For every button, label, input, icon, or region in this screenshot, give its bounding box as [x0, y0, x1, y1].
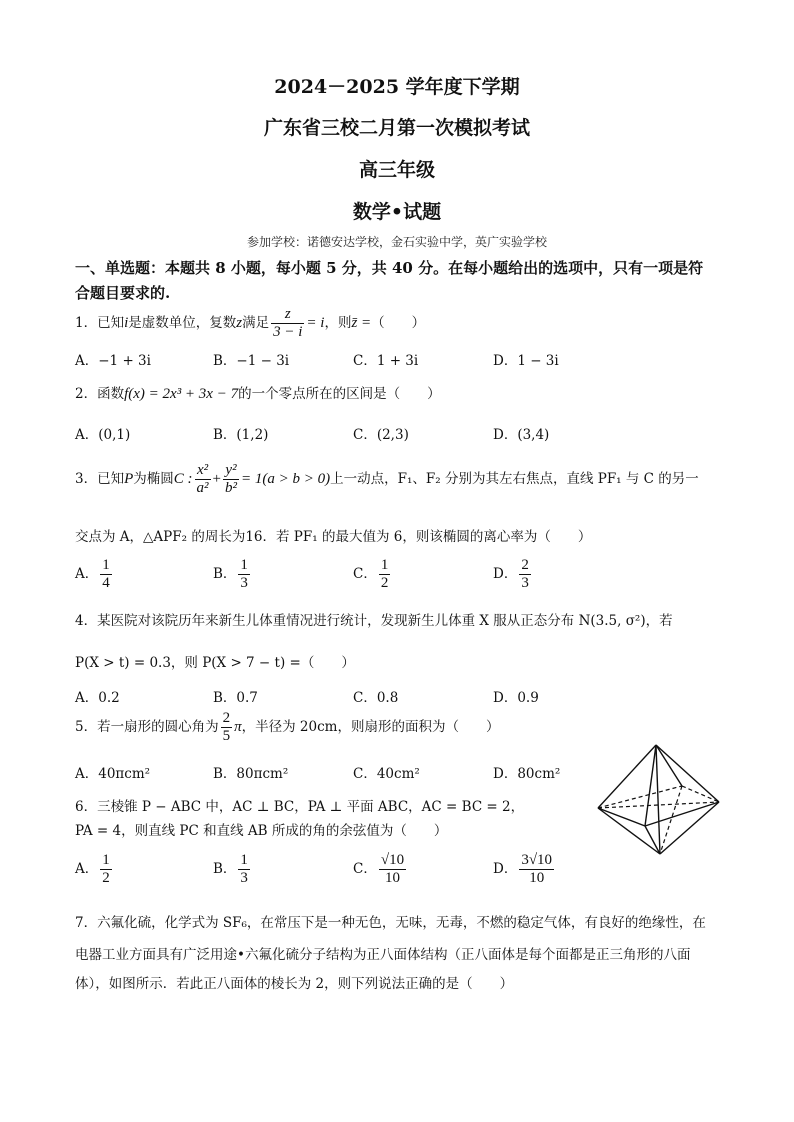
q5-option-b: B．80πcm² — [213, 766, 289, 782]
question-3-stem — [75, 462, 699, 497]
q6-option-d: D． $\frac{3√10}{10}$ — [493, 852, 553, 886]
q3-mid: 为椭圆 — [133, 471, 174, 487]
q3-prefix: 3．已知 — [75, 471, 125, 487]
q6-option-d-den: 10 — [529, 870, 545, 886]
question-5-stem — [75, 710, 499, 745]
q3-frac-x-den: a² — [196, 480, 209, 496]
q3-p: P — [124, 471, 134, 487]
q3-plus: + — [212, 471, 221, 487]
q3-option-d: D． $\frac{2}{3}$ — [493, 557, 529, 591]
q6-option-b-num: 1 — [240, 852, 248, 868]
q4-option-b: B．0.7 — [213, 690, 258, 706]
q6-option-a-den: 2 — [102, 870, 110, 886]
subject-title: 数学•试题 — [352, 201, 442, 223]
q5-tail: ，半径为 20cm，则扇形的面积为（ ） — [241, 719, 500, 735]
q1-option-c: C．1 + 3i — [353, 353, 419, 369]
q6-option-b: B． $\frac{1}{3}$ — [213, 852, 248, 886]
q1-paren: （ ） — [371, 315, 426, 331]
q6-option-a-frac — [100, 852, 112, 887]
question-6-line1: 6．三棱锥 P − ABC 中，AC ⊥ BC，PA ⊥ 平面 ABC，AC = BC = 2， — [75, 799, 525, 815]
q3-option-c: C． $\frac{1}{2}$ — [353, 557, 389, 591]
q3-option-a-frac — [100, 557, 112, 592]
exam-name-title: 广东省三校二月第一次模拟考试 — [263, 117, 530, 139]
q6-option-d-frac — [519, 852, 554, 887]
q5-prefix: 5．若一扇形的圆心角为 — [75, 719, 219, 735]
q1-eq: = i — [306, 315, 325, 331]
question-6-line2: PA = 4，则直线 PC 和直线 AB 所成的角的余弦值为（ ） — [75, 823, 448, 839]
q3-option-d-num: 2 — [521, 557, 529, 573]
question-2-stem — [75, 382, 441, 403]
q1-frac-denominator: 3 − i — [273, 324, 303, 340]
q3-option-a-den: 4 — [102, 575, 110, 591]
question-3-line2: 交点为 A，△APF₂ 的周长为16．若 PF₁ 的最大值为 6，则该椭圆的离心率为（ ） — [75, 529, 592, 545]
q3-frac-y-num: y² — [223, 462, 239, 480]
octahedron-figure — [592, 742, 722, 864]
q1-zbar: z̄ = — [351, 315, 372, 331]
q5-fraction — [221, 710, 233, 745]
q2-prefix: 2．函数 — [75, 386, 125, 402]
q1-fraction — [271, 306, 304, 341]
q1-i: i — [124, 315, 129, 331]
q1-prefix: 1．已知 — [75, 315, 125, 331]
q3-option-d-frac — [519, 557, 531, 592]
q4-option-a: A．0.2 — [75, 690, 120, 706]
q6-option-c-num: √10 — [380, 852, 405, 868]
q6-option-a: A． $\frac{1}{2}$ — [75, 852, 110, 886]
q5-option-a: A．40πcm² — [75, 766, 151, 782]
q1-option-a: A．−1 + 3i — [75, 353, 151, 369]
q1-z: z — [236, 315, 243, 331]
q1-mid2: 满足 — [242, 315, 270, 331]
q6-option-c: C． $\frac{√10}{10}$ — [353, 852, 405, 886]
q3-option-d-den: 3 — [521, 575, 529, 591]
q3-frac-x — [195, 462, 211, 497]
q3-option-c-num: 1 — [380, 557, 389, 573]
participating-schools: 参加学校：诺德安达学校，金石实验中学，英广实验学校 — [246, 235, 547, 249]
q2-option-a: A．(0,1) — [75, 427, 131, 443]
q2-option-d: D．(3,4) — [493, 427, 550, 443]
q6-option-c-den: 10 — [384, 870, 400, 886]
question-7-line1: 7．六氟化硫，化学式为 SF₆，在常压下是一种无色，无味，无毒，不燃的稳定气体，有良好的绝缘性，在 — [75, 915, 706, 931]
q3-option-c-den: 2 — [380, 575, 389, 591]
q5-pi: π — [234, 719, 242, 735]
exam-year-title: 2024－2025 学年度下学期 — [274, 76, 520, 98]
q5-option-c: C．40cm² — [353, 766, 420, 782]
q5-frac-num: 2 — [222, 710, 231, 726]
q2-func: f(x) = 2x³ + 3x − 7 — [124, 386, 239, 402]
q3-option-c-frac — [379, 557, 391, 592]
q6-option-b-frac — [238, 852, 250, 887]
q1-mid: 是虚数单位，复数 — [128, 315, 237, 331]
q2-option-b: B．(1,2) — [213, 427, 269, 443]
q1-tail: ，则 — [324, 315, 352, 331]
q1-option-b: B．−1 − 3i — [213, 353, 290, 369]
q3-option-b-den: 3 — [240, 575, 248, 591]
q3-frac-y — [223, 462, 239, 497]
q6-option-d-num: 3√10 — [521, 852, 553, 868]
section-heading-line2: 合题目要求的. — [75, 284, 171, 302]
q2-tail: 的一个零点所在的区间是（ ） — [238, 386, 441, 402]
question-4-line2: P(X > t) = 0.3，则 P(X > 7 − t) =（ ） — [75, 655, 355, 671]
q6-option-c-frac — [379, 852, 406, 887]
q4-option-d: D．0.9 — [493, 690, 539, 706]
q6-option-a-num: 1 — [102, 852, 110, 868]
q3-option-a-num: 1 — [102, 557, 110, 573]
question-1-stem — [75, 306, 425, 341]
section-heading-line1: 一、单选题：本题共 8 小题，每小题 5 分，共 40 分。在每小题给出的选项中，只有一项是符 — [75, 259, 704, 277]
q3-option-a: A． $\frac{1}{4}$ — [75, 557, 110, 591]
grade-title: 高三年级 — [358, 159, 435, 181]
q1-frac-numerator: z — [271, 306, 304, 324]
q3-option-b-frac — [238, 557, 250, 592]
q3-c: C : — [173, 471, 193, 487]
q3-frac-x-num: x² — [195, 462, 211, 480]
question-7-line2: 电器工业方面具有广泛用途•六氟化硫分子结构为正八面体结构（正八面体是每个面都是正三角形的八面 — [75, 947, 691, 963]
question-7-line3: 体），如图所示．若此正八面体的棱长为 2，则下列说法正确的是（ ） — [75, 976, 514, 992]
q3-cond: = 1(a > b > 0) — [240, 471, 331, 487]
q3-frac-y-den: b² — [224, 480, 237, 496]
q5-frac-den: 5 — [222, 728, 231, 744]
q6-option-b-den: 3 — [240, 870, 248, 886]
q3-option-b: B． $\frac{1}{3}$ — [213, 557, 248, 591]
q2-option-c: C．(2,3) — [353, 427, 409, 443]
q5-option-d: D．80cm² — [493, 766, 561, 782]
q1-option-d: D．1 − 3i — [493, 353, 559, 369]
q3-tail: 上一动点，F₁、F₂ 分别为其左右焦点，直线 PF₁ 与 C 的另一 — [330, 471, 699, 487]
q4-option-c: C．0.8 — [353, 690, 399, 706]
question-4-line1: 4．某医院对该院历年来新生儿体重情况进行统计，发现新生儿体重 X 服从正态分布 N(3.5, σ²)，若 — [75, 613, 673, 629]
q3-option-b-num: 1 — [240, 557, 248, 573]
